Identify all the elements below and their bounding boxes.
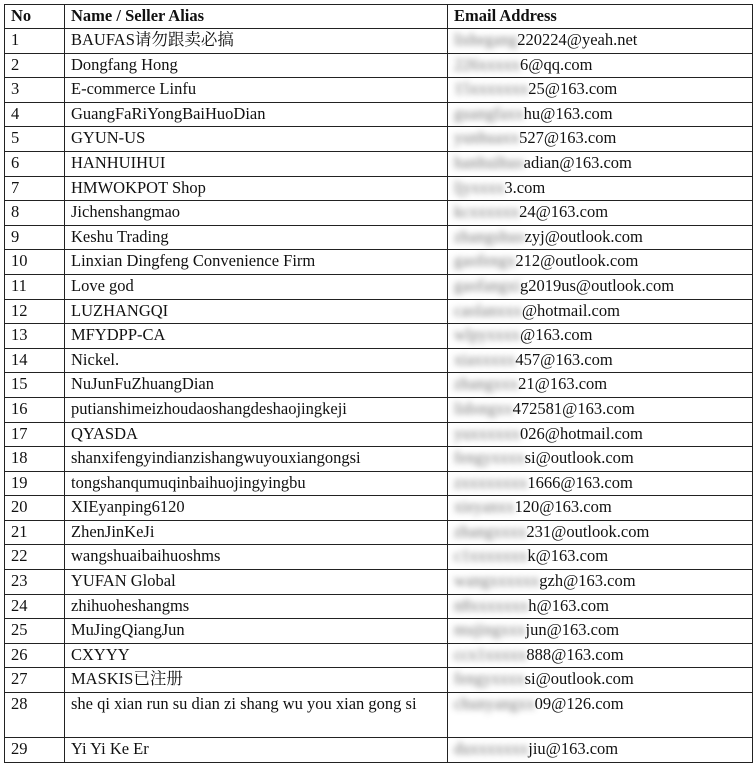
email-redacted-part: ljyxxxx [454, 177, 505, 197]
email-redacted-part: zhangshuo [454, 226, 525, 246]
email-redacted-part: kcxxxxxx [454, 202, 520, 222]
seller-alias: she qi xian run su dian zi shang wu you xian gong si [65, 693, 448, 738]
table-row [5, 619, 753, 644]
email-visible-part: 026@hotmail.com [520, 423, 643, 443]
email-redacted-part: ccx1xxxxx [454, 644, 527, 664]
email-visible-part: adian@163.com [523, 152, 632, 172]
seller-alias: Dongfang Hong [65, 53, 448, 78]
row-number: 27 [5, 668, 65, 693]
row-number: 5 [5, 127, 65, 152]
table-row [5, 127, 753, 152]
table-row [5, 520, 753, 545]
seller-alias: shanxifengyindianzishangwuyouxiangongsi [65, 447, 448, 472]
seller-alias: ZhenJinKeJi [65, 520, 448, 545]
email-redacted-part: lidongxx [454, 398, 513, 418]
email-visible-part: 3.com [504, 177, 546, 197]
email-visible-part: gzh@163.com [539, 571, 636, 591]
email-visible-part: 212@outlook.com [515, 251, 639, 271]
email-visible-part: hu@163.com [523, 103, 613, 123]
email-redacted-part: duxxxxxxx [454, 739, 529, 759]
seller-alias: zhihuoheshangms [65, 594, 448, 619]
email-visible-part: h@163.com [528, 595, 609, 615]
email-address [448, 348, 753, 373]
email-redacted-part: 15xxxxxxx [454, 79, 529, 99]
email-redacted-part: zxxxxxxxx [454, 472, 528, 492]
email-redacted-part: zhangxxx [454, 374, 519, 394]
table-row [5, 496, 753, 521]
email-visible-part: 527@163.com [519, 128, 617, 148]
email-visible-part: @hotmail.com [521, 300, 620, 320]
email-redacted-part: 226xxxxx [454, 54, 520, 74]
row-number: 14 [5, 348, 65, 373]
table-row [5, 78, 753, 103]
table-row [5, 693, 753, 738]
table-row [5, 102, 753, 127]
email-address [448, 299, 753, 324]
email-address [448, 102, 753, 127]
email-visible-part: 120@163.com [514, 497, 612, 517]
row-number: 17 [5, 422, 65, 447]
email-address [448, 668, 753, 693]
email-address [448, 250, 753, 275]
table-row [5, 53, 753, 78]
email-address [448, 447, 753, 472]
seller-alias: QYASDA [65, 422, 448, 447]
seller-alias: YUFAN Global [65, 570, 448, 595]
email-redacted-part: yunhuaxx [454, 128, 520, 148]
email-redacted-part: gaofengx [454, 251, 516, 271]
email-address [448, 127, 753, 152]
email-address [448, 274, 753, 299]
email-visible-part: 472581@163.com [512, 398, 635, 418]
seller-alias: MFYDPP-CA [65, 324, 448, 349]
row-number: 12 [5, 299, 65, 324]
row-number: 16 [5, 397, 65, 422]
table-row [5, 348, 753, 373]
email-redacted-part: xiaxxxxx [454, 349, 516, 369]
email-redacted-part: lishegang [454, 30, 518, 49]
row-number: 24 [5, 594, 65, 619]
table-row [5, 299, 753, 324]
row-number: 20 [5, 496, 65, 521]
email-address [448, 496, 753, 521]
email-visible-part: 220224@yeah.net [517, 30, 638, 49]
email-visible-part: si@outlook.com [524, 669, 634, 689]
seller-email-table [4, 4, 753, 763]
email-address [448, 594, 753, 619]
table-row [5, 594, 753, 619]
table-row [5, 422, 753, 447]
table-row [5, 225, 753, 250]
row-number: 11 [5, 274, 65, 299]
email-address [448, 78, 753, 103]
email-address [448, 53, 753, 78]
table-row [5, 250, 753, 275]
email-address [448, 201, 753, 226]
seller-alias: NuJunFuZhuangDian [65, 373, 448, 398]
email-address [448, 570, 753, 595]
table-row [5, 176, 753, 201]
email-address [448, 471, 753, 496]
table-row [5, 545, 753, 570]
email-visible-part: 24@163.com [519, 202, 609, 222]
row-number: 8 [5, 201, 65, 226]
row-number: 6 [5, 151, 65, 176]
email-visible-part: zyj@outlook.com [524, 226, 643, 246]
seller-alias: MuJingQiangJun [65, 619, 448, 644]
row-number: 3 [5, 78, 65, 103]
email-redacted-part: caolanxxx [454, 300, 522, 320]
seller-alias: Jichenshangmao [65, 201, 448, 226]
row-number: 2 [5, 53, 65, 78]
email-visible-part: 1666@163.com [527, 472, 633, 492]
row-number: 26 [5, 643, 65, 668]
seller-alias: MASKIS已注册 [65, 668, 448, 693]
email-address [448, 373, 753, 398]
table-row [5, 201, 753, 226]
row-number: 22 [5, 545, 65, 570]
row-number: 13 [5, 324, 65, 349]
seller-alias: CXYYY [65, 643, 448, 668]
email-address [448, 693, 753, 738]
table-row [5, 151, 753, 176]
email-address [448, 29, 753, 54]
table-row [5, 397, 753, 422]
email-address [448, 738, 753, 763]
seller-alias: XIEyanping6120 [65, 496, 448, 521]
email-address [448, 225, 753, 250]
email-redacted-part: yuxxxxxx [454, 423, 520, 443]
table-body [5, 29, 753, 763]
email-address [448, 397, 753, 422]
row-number: 18 [5, 447, 65, 472]
seller-alias: GYUN-US [65, 127, 448, 152]
row-number: 1 [5, 29, 65, 54]
email-redacted-part: mujingxxx [454, 620, 526, 640]
email-address [448, 643, 753, 668]
email-visible-part: 231@outlook.com [526, 521, 650, 541]
table-row [5, 668, 753, 693]
email-visible-part: k@163.com [527, 546, 609, 566]
email-redacted-part: c1xxxxxxx [454, 546, 528, 566]
email-address [448, 422, 753, 447]
seller-alias: Yi Yi Ke Er [65, 738, 448, 763]
table-row [5, 29, 753, 54]
seller-alias: LUZHANGQI [65, 299, 448, 324]
seller-alias: BAUFAS请勿跟卖必搞 [65, 29, 448, 54]
row-number: 25 [5, 619, 65, 644]
seller-alias: tongshanqumuqinbaihuojingyingbu [65, 471, 448, 496]
seller-alias: putianshimeizhoudaoshangdeshaojingkeji [65, 397, 448, 422]
row-number: 4 [5, 102, 65, 127]
seller-alias: Keshu Trading [65, 225, 448, 250]
seller-alias: HMWOKPOT Shop [65, 176, 448, 201]
table-row [5, 324, 753, 349]
seller-alias: Love god [65, 274, 448, 299]
email-redacted-part: chunyangxx [454, 694, 535, 714]
header-email: Email Address [448, 5, 753, 29]
seller-alias: HANHUIHUI [65, 151, 448, 176]
email-redacted-part: xieyanxx [454, 497, 515, 517]
seller-alias: Linxian Dingfeng Convenience Firm [65, 250, 448, 275]
row-number: 21 [5, 520, 65, 545]
seller-alias: Nickel. [65, 348, 448, 373]
email-redacted-part: wlpyxxxx [454, 325, 520, 345]
email-visible-part: 25@163.com [528, 79, 618, 99]
table-header-row [5, 5, 753, 29]
table-row [5, 373, 753, 398]
email-address [448, 520, 753, 545]
email-redacted-part: guangfaxx [454, 103, 524, 123]
email-redacted-part: zhangxxxx [454, 521, 527, 541]
email-redacted-part: gaofangxi [454, 275, 520, 295]
email-address [448, 619, 753, 644]
email-visible-part: si@outlook.com [524, 448, 634, 468]
email-visible-part: 888@163.com [526, 644, 624, 664]
table-row [5, 643, 753, 668]
table-row [5, 447, 753, 472]
email-address [448, 151, 753, 176]
row-number: 19 [5, 471, 65, 496]
email-visible-part: 6@qq.com [520, 54, 593, 74]
row-number: 23 [5, 570, 65, 595]
table-row [5, 738, 753, 763]
seller-alias: GuangFaRiYongBaiHuoDian [65, 102, 448, 127]
seller-alias: E-commerce Linfu [65, 78, 448, 103]
email-visible-part: 21@163.com [518, 374, 608, 394]
table-row [5, 471, 753, 496]
email-redacted-part: fengyxxxx [454, 448, 525, 468]
email-address [448, 324, 753, 349]
email-address [448, 176, 753, 201]
email-redacted-part: n8xxxxxxx [454, 595, 529, 615]
email-redacted-part: wangxxxxxx [454, 571, 540, 591]
email-visible-part: g2019us@outlook.com [519, 275, 675, 295]
header-name: Name / Seller Alias [65, 5, 448, 29]
email-visible-part: jun@163.com [525, 620, 620, 640]
table-row [5, 274, 753, 299]
email-visible-part: @163.com [520, 325, 593, 345]
row-number: 10 [5, 250, 65, 275]
row-number: 15 [5, 373, 65, 398]
email-address [448, 545, 753, 570]
email-visible-part: 09@126.com [534, 694, 624, 714]
row-number: 28 [5, 693, 65, 738]
email-visible-part: jiu@163.com [528, 739, 619, 759]
seller-alias: wangshuaibaihuoshms [65, 545, 448, 570]
row-number: 29 [5, 738, 65, 763]
header-no: No [5, 5, 65, 29]
row-number: 9 [5, 225, 65, 250]
row-number: 7 [5, 176, 65, 201]
email-redacted-part: hanhuihuo [454, 152, 524, 172]
table-row [5, 570, 753, 595]
email-visible-part: 457@163.com [515, 349, 613, 369]
email-redacted-part: fengyxxxx [454, 669, 525, 689]
